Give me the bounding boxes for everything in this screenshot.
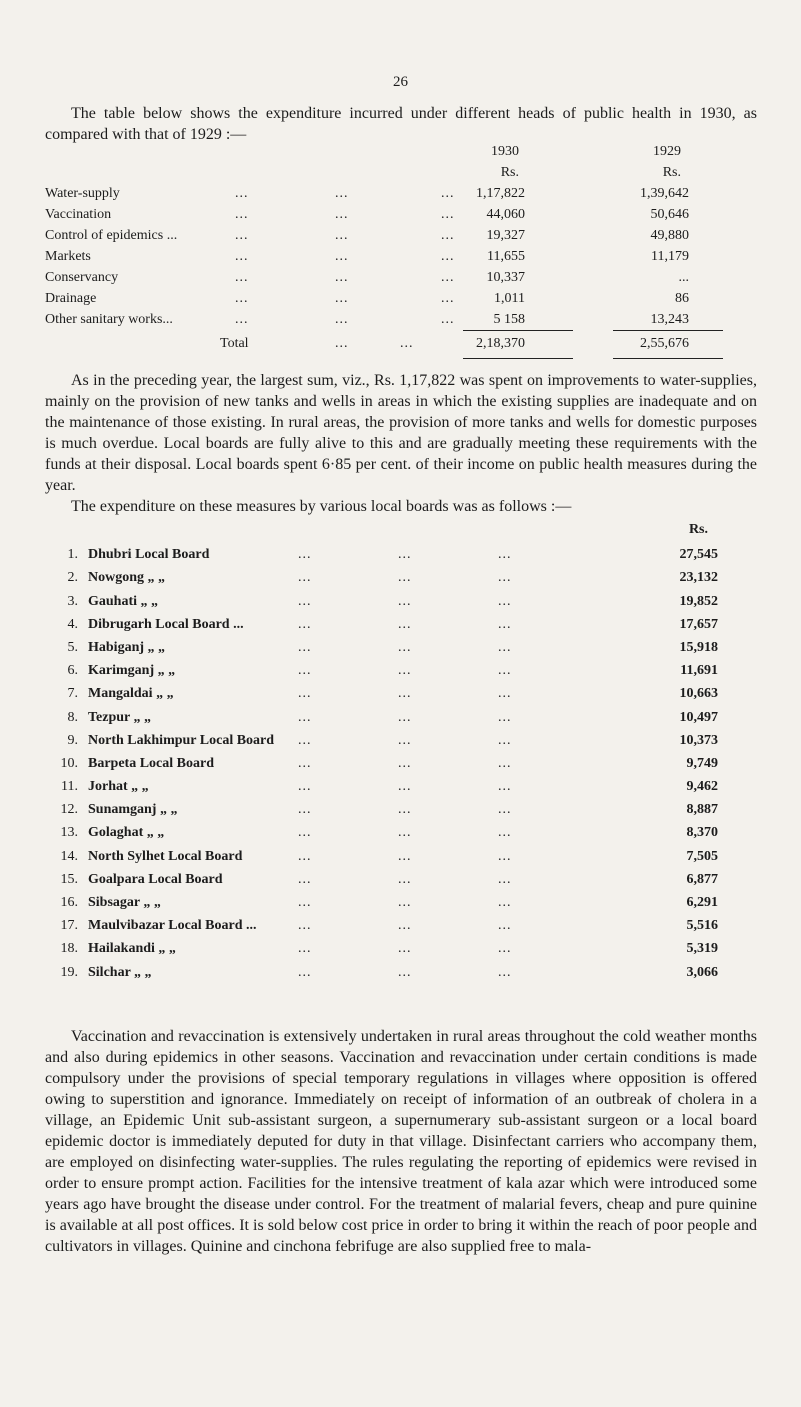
leader-dots: ...	[398, 755, 412, 771]
value-1929: 1,39,642	[640, 186, 689, 201]
table-row	[45, 249, 715, 270]
leader-dots: ...	[235, 291, 249, 306]
total-rule-1929	[613, 330, 723, 331]
leader-dots: ...	[298, 616, 312, 632]
leader-dots: ...	[398, 732, 412, 748]
list-item	[58, 825, 718, 848]
table-row	[45, 270, 715, 291]
local-board-table-body	[58, 547, 718, 988]
row-number: 3.	[67, 593, 78, 609]
board-expenditure: 10,373	[679, 732, 718, 748]
leader-dots: ...	[335, 207, 349, 222]
leader-dots: ...	[498, 616, 512, 632]
leader-dots: ...	[398, 616, 412, 632]
leader-dots: ...	[335, 270, 349, 285]
row-number: 8.	[67, 709, 78, 725]
leader-dots: ...	[298, 663, 312, 679]
leader-dots: ...	[398, 802, 412, 818]
board-name: Tezpur „ „	[88, 709, 152, 725]
table-body	[45, 186, 715, 333]
leader-dots: ...	[441, 207, 455, 222]
leader-dots: ...	[235, 270, 249, 285]
leader-dots: ...	[235, 207, 249, 222]
leader-dots: ...	[498, 709, 512, 725]
table-row	[45, 291, 715, 312]
row-number: 9.	[67, 732, 78, 748]
row-number: 7.	[67, 686, 78, 702]
board-name: Golaghat „ „	[88, 825, 165, 841]
board-name: Karimganj „ „	[88, 663, 176, 679]
row-number: 13.	[60, 825, 78, 841]
list-item	[58, 733, 718, 756]
row-label: Markets	[45, 249, 91, 264]
leader-dots: ...	[441, 312, 455, 327]
board-name: Sunamganj „ „	[88, 802, 178, 818]
water-supply-paragraph: As in the preceding year, the largest sum, viz., Rs. 1,17,822 was spent on improvements to water-supplies, mainly on the provision of new tanks and wells in areas in which the existing supplies are inadequate and on the maintenance of those existing. In rural areas, the provision of more tanks and wells for domestic purposes is much overdue. Local boards are fully alive to this and are gradually meeting these requirements with the funds at their disposal. Local boards spent 6·85 per cent. of their income on public health measures during the year.	[45, 372, 757, 494]
value-1929: 86	[675, 291, 689, 306]
leader-dots: ...	[298, 570, 312, 586]
intro-paragraph: The table below shows the expenditure incurred under different heads of public health in 1930, as compared with that of 1929 :—	[45, 105, 757, 143]
leader-dots: ...	[298, 709, 312, 725]
list-item	[58, 918, 718, 941]
table-row	[45, 228, 715, 249]
list-item	[58, 640, 718, 663]
list-item	[58, 663, 718, 686]
local-board-table	[58, 524, 718, 988]
board-name: Gauhati „ „	[88, 593, 159, 609]
unit-header: Rs.	[688, 522, 708, 537]
leader-dots: ...	[498, 848, 512, 864]
board-expenditure: 9,749	[686, 755, 718, 771]
leader-dots: ...	[298, 918, 312, 934]
value-1929: ...	[678, 270, 689, 285]
leader-dots: ...	[298, 547, 312, 563]
row-number: 6.	[67, 663, 78, 679]
leader-dots: ...	[298, 964, 312, 980]
board-name: Jorhat „ „	[88, 779, 149, 795]
table-row	[45, 207, 715, 228]
board-name: Sibsagar „ „	[88, 895, 161, 910]
leader-dots: ...	[498, 895, 512, 910]
leader-dots: ...	[235, 312, 249, 327]
leader-dots: ...	[498, 639, 512, 655]
row-label: Water-supply	[45, 186, 120, 201]
row-number: 17.	[60, 918, 78, 934]
value-1930: 11,655	[487, 249, 525, 264]
board-name: Mangaldai „ „	[88, 686, 174, 702]
leader-dots: ...	[498, 802, 512, 818]
list-item	[58, 895, 718, 918]
board-name: Dibrugarh Local Board ...	[88, 616, 244, 632]
board-expenditure: 7,505	[686, 848, 718, 864]
board-expenditure: 23,132	[679, 570, 718, 586]
row-number: 14.	[60, 848, 78, 864]
value-1929: 11,179	[651, 249, 689, 264]
leader-dots: ...	[398, 547, 412, 563]
list-item	[58, 594, 718, 617]
leader-dots: ...	[298, 895, 312, 910]
leader-dots: ...	[398, 593, 412, 609]
row-number: 19.	[60, 964, 78, 980]
row-number: 5.	[67, 639, 78, 655]
local-board-table-header	[58, 524, 718, 547]
board-name: Barpeta Local Board	[88, 755, 214, 771]
leader-dots: ...	[335, 249, 349, 264]
total-underline-1930	[463, 358, 573, 359]
leader-dots: ...	[441, 270, 455, 285]
local-boards-intro: The expenditure on these measures by various local boards was as follows :—	[71, 498, 572, 515]
leader-dots: ...	[498, 547, 512, 563]
board-expenditure: 10,663	[679, 686, 718, 702]
board-expenditure: 11,691	[680, 663, 718, 679]
leader-dots: ...	[335, 336, 349, 351]
leader-dots: ...	[235, 228, 249, 243]
board-expenditure: 6,877	[686, 871, 718, 887]
leader-dots: ...	[398, 709, 412, 725]
board-expenditure: 15,918	[679, 639, 718, 655]
leader-dots: ...	[498, 871, 512, 887]
board-expenditure: 6,291	[686, 895, 718, 910]
leader-dots: ...	[400, 336, 414, 351]
list-item	[58, 547, 718, 570]
list-item	[58, 802, 718, 825]
row-label: Conservancy	[45, 270, 119, 285]
header-unit-1930: Rs.	[500, 165, 519, 180]
row-number: 1.	[67, 547, 78, 563]
board-name: Maulvibazar Local Board ...	[88, 918, 257, 934]
leader-dots: ...	[498, 686, 512, 702]
board-name: Hailakandi „ „	[88, 941, 176, 957]
row-number: 16.	[60, 895, 78, 910]
total-underline-1929	[613, 358, 723, 359]
row-label: Control of epidemics ...	[45, 228, 178, 243]
leader-dots: ...	[235, 249, 249, 264]
value-1930: 5 158	[493, 312, 525, 327]
board-name: Goalpara Local Board	[88, 871, 223, 887]
board-name: Silchar „ „	[88, 964, 152, 980]
list-item	[58, 849, 718, 872]
list-item	[58, 965, 718, 988]
leader-dots: ...	[398, 570, 412, 586]
leader-dots: ...	[335, 291, 349, 306]
leader-dots: ...	[498, 593, 512, 609]
leader-dots: ...	[298, 848, 312, 864]
leader-dots: ...	[398, 779, 412, 795]
leader-dots: ...	[398, 895, 412, 910]
leader-dots: ...	[335, 312, 349, 327]
leader-dots: ...	[298, 639, 312, 655]
leader-dots: ...	[398, 848, 412, 864]
leader-dots: ...	[398, 663, 412, 679]
leader-dots: ...	[398, 918, 412, 934]
leader-dots: ...	[441, 249, 455, 264]
leader-dots: ...	[441, 228, 455, 243]
leader-dots: ...	[441, 186, 455, 201]
table-header-units	[45, 165, 715, 186]
leader-dots: ...	[398, 964, 412, 980]
leader-dots: ...	[298, 941, 312, 957]
leader-dots: ...	[235, 186, 249, 201]
list-item	[58, 710, 718, 733]
leader-dots: ...	[298, 802, 312, 818]
row-number: 11.	[61, 779, 78, 795]
list-item	[58, 941, 718, 964]
leader-dots: ...	[298, 871, 312, 887]
list-item	[58, 779, 718, 802]
leader-dots: ...	[298, 732, 312, 748]
row-label: Other sanitary works...	[45, 312, 173, 327]
board-name: North Lakhimpur Local Board	[88, 732, 275, 748]
list-item	[58, 570, 718, 593]
vaccination-paragraph: Vaccination and revaccination is extensively undertaken in rural areas throughout the cold weather months and also during epidemics in other seasons. Vaccination and revaccination under certain conditions is made compulsory under the provisions of special temporary regulations in villages where opposition is offered owing to superstition and ignorance. Immediately on receipt of information of an outbreak of cholera in a village, an Epidemic Unit sub-assistant surgeon, a supernumerary sub-assistant surgeon or a local board epidemic doctor is immediately deputed for duty in that village. Disinfectant carriers who accompany them, are employed on disinfecting water-supplies. The rules regulating the reporting of epidemics were revised in order to ensure prompt action. Facilities for the intensive treatment of kala azar which were introduced some years ago have brought the disease under control. For the treatment of malarial fevers, cheap and pure quinine is available at all post offices. It is sold below cost price in order to bring it within the reach of poor people and cultivators in villages. Quinine and cinchona febrifuge are also supplied free to mala-	[45, 1028, 757, 1255]
total-rule-1930	[463, 330, 573, 331]
leader-dots: ...	[335, 228, 349, 243]
board-name: Nowgong „ „	[88, 570, 166, 586]
list-item	[58, 686, 718, 709]
value-1929: 13,243	[650, 312, 689, 327]
board-expenditure: 27,545	[679, 547, 718, 563]
leader-dots: ...	[298, 593, 312, 609]
value-1930: 44,060	[486, 207, 525, 222]
leader-dots: ...	[441, 291, 455, 306]
board-expenditure: 9,462	[686, 779, 718, 795]
total-1929: 2,55,676	[640, 336, 689, 351]
page-number: 26	[393, 74, 408, 90]
header-year-1929: 1929	[653, 144, 681, 159]
leader-dots: ...	[498, 918, 512, 934]
header-unit-1929: Rs.	[662, 165, 681, 180]
board-expenditure: 3,066	[686, 964, 718, 980]
board-expenditure: 8,370	[686, 825, 718, 841]
value-1929: 50,646	[650, 207, 689, 222]
row-number: 4.	[67, 616, 78, 632]
leader-dots: ...	[498, 755, 512, 771]
list-item	[58, 617, 718, 640]
table-total-row	[45, 336, 715, 357]
row-number: 12.	[60, 802, 78, 818]
board-expenditure: 10,497	[679, 709, 718, 725]
list-item	[58, 872, 718, 895]
row-number: 2.	[67, 570, 78, 586]
leader-dots: ...	[498, 663, 512, 679]
row-number: 18.	[60, 941, 78, 957]
leader-dots: ...	[398, 941, 412, 957]
value-1929: 49,880	[650, 228, 689, 243]
board-name: Habiganj „ „	[88, 639, 166, 655]
value-1930: 1,17,822	[476, 186, 525, 201]
leader-dots: ...	[398, 871, 412, 887]
value-1930: 1,011	[494, 291, 525, 306]
leader-dots: ...	[298, 779, 312, 795]
leader-dots: ...	[498, 732, 512, 748]
leader-dots: ...	[335, 186, 349, 201]
value-1930: 19,327	[486, 228, 525, 243]
value-1930: 10,337	[486, 270, 525, 285]
table-row	[45, 186, 715, 207]
leader-dots: ...	[498, 779, 512, 795]
leader-dots: ...	[298, 825, 312, 841]
leader-dots: ...	[298, 755, 312, 771]
row-number: 15.	[60, 871, 78, 887]
leader-dots: ...	[398, 639, 412, 655]
board-expenditure: 19,852	[679, 593, 718, 609]
row-label: Drainage	[45, 291, 97, 306]
row-number: 10.	[60, 755, 78, 771]
leader-dots: ...	[398, 825, 412, 841]
leader-dots: ...	[398, 686, 412, 702]
expenditure-table	[45, 144, 715, 351]
leader-dots: ...	[298, 686, 312, 702]
board-expenditure: 5,516	[686, 918, 718, 934]
board-name: North Sylhet Local Board	[88, 848, 243, 864]
board-expenditure: 17,657	[679, 616, 718, 632]
leader-dots: ...	[498, 570, 512, 586]
board-expenditure: 8,887	[686, 802, 718, 818]
total-1930: 2,18,370	[476, 336, 525, 351]
leader-dots: ...	[498, 964, 512, 980]
board-expenditure: 5,319	[686, 941, 718, 957]
total-label: Total	[220, 336, 249, 351]
table-header-years	[45, 144, 715, 165]
leader-dots: ...	[498, 825, 512, 841]
header-year-1930: 1930	[491, 144, 519, 159]
row-label: Vaccination	[45, 207, 112, 222]
list-item	[58, 756, 718, 779]
board-name: Dhubri Local Board	[88, 547, 210, 563]
leader-dots: ...	[498, 941, 512, 957]
